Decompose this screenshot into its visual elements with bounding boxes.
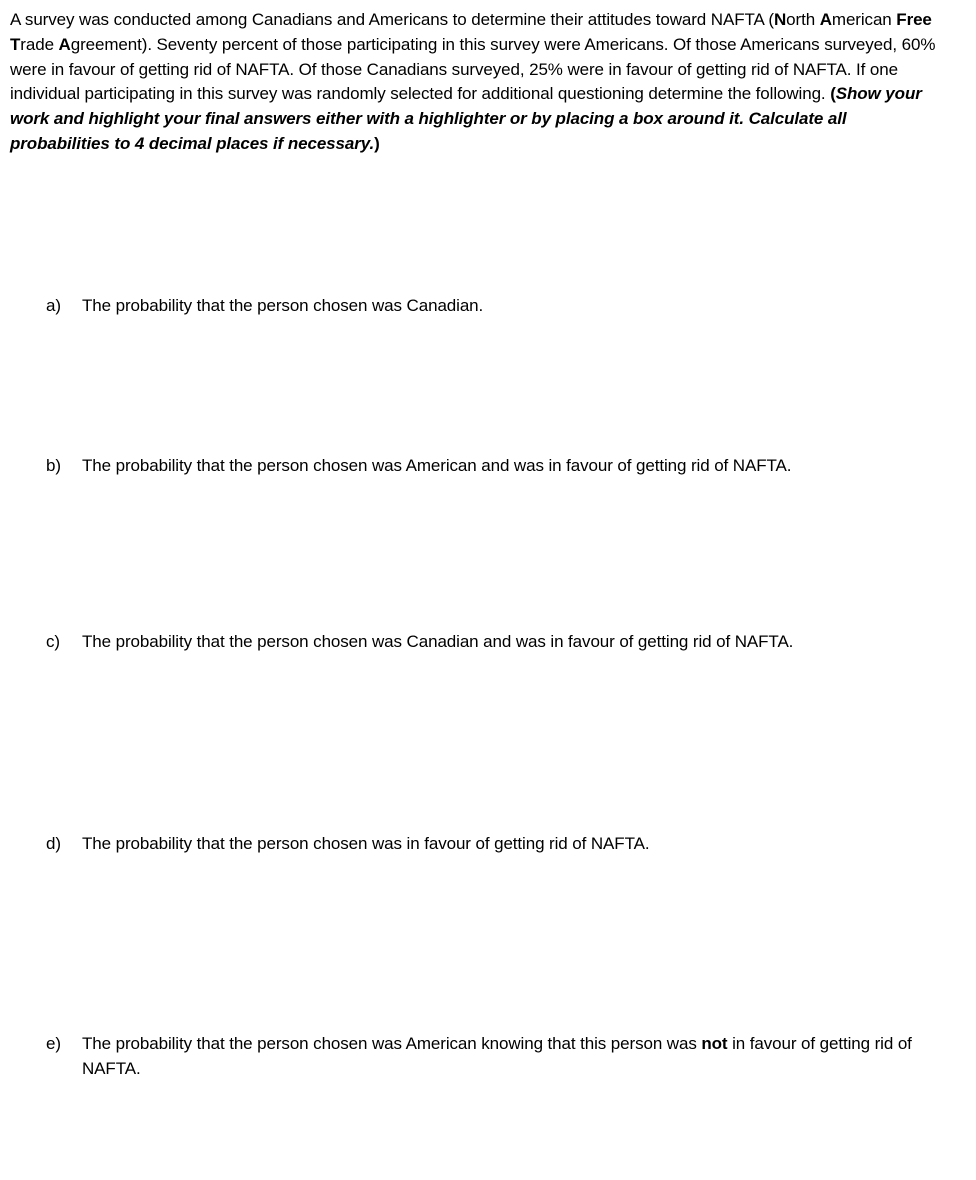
intro-text-1: A survey was conducted among Canadians and Americans to determine their attitudes toward NAFTA ( xyxy=(10,10,774,29)
question-c xyxy=(46,630,926,655)
question-text-after: in favour of getting rid of NAFTA. xyxy=(82,1034,912,1078)
intro-bold-t: T xyxy=(10,34,21,54)
intro-text-2: orth xyxy=(786,10,820,29)
question-text: The probability that the person chosen was American and was in favour of getting rid of NAFTA. xyxy=(82,456,792,475)
question-d xyxy=(46,832,926,857)
question-text-emphasis: not xyxy=(701,1034,728,1053)
intro-paren-close: ) xyxy=(374,133,380,153)
question-e xyxy=(46,1032,926,1082)
intro-paren-open: ( xyxy=(830,84,836,104)
intro-bold-free: Free xyxy=(896,10,932,29)
question-text xyxy=(82,1032,926,1082)
question-label: b) xyxy=(46,456,61,475)
problem-statement xyxy=(10,8,950,157)
question-text: The probability that the person chosen was Canadian. xyxy=(82,296,484,315)
intro-text-5: rade xyxy=(20,34,59,54)
question-text: The probability that the person chosen was Canadian and was in favour of getting rid of NAFTA. xyxy=(82,632,794,651)
question-a xyxy=(46,294,926,319)
intro-bold-a: A xyxy=(819,10,832,29)
question-label: a) xyxy=(46,296,61,315)
intro-text-6: greement). Seventy percent of those participating in this survey were Americans. Of those Americans surveyed, 60% were in favour of getting rid of NAFTA. Of those Canadians surveyed, 25% were in favour of getting rid of NAFTA. If one individual participating in this survey was randomly selected for additional questioning determine the following. xyxy=(10,34,936,104)
intro-text-3: merican xyxy=(831,10,897,29)
instructions: Show your work and highlight your final answers either with a highlighter or by placing a box around it. Calculate all probabilities to 4 decimal places if necessary. xyxy=(10,84,922,153)
question-text: The probability that the person chosen was in favour of getting rid of NAFTA. xyxy=(82,834,650,853)
question-label: d) xyxy=(46,834,61,853)
question-label: c) xyxy=(46,632,60,651)
intro-bold-n: N xyxy=(773,10,787,29)
question-label: e) xyxy=(46,1034,61,1053)
question-text-before: The probability that the person chosen was American knowing that this person was xyxy=(82,1034,702,1053)
intro-bold-ag: A xyxy=(58,34,71,54)
question-b xyxy=(46,454,926,479)
